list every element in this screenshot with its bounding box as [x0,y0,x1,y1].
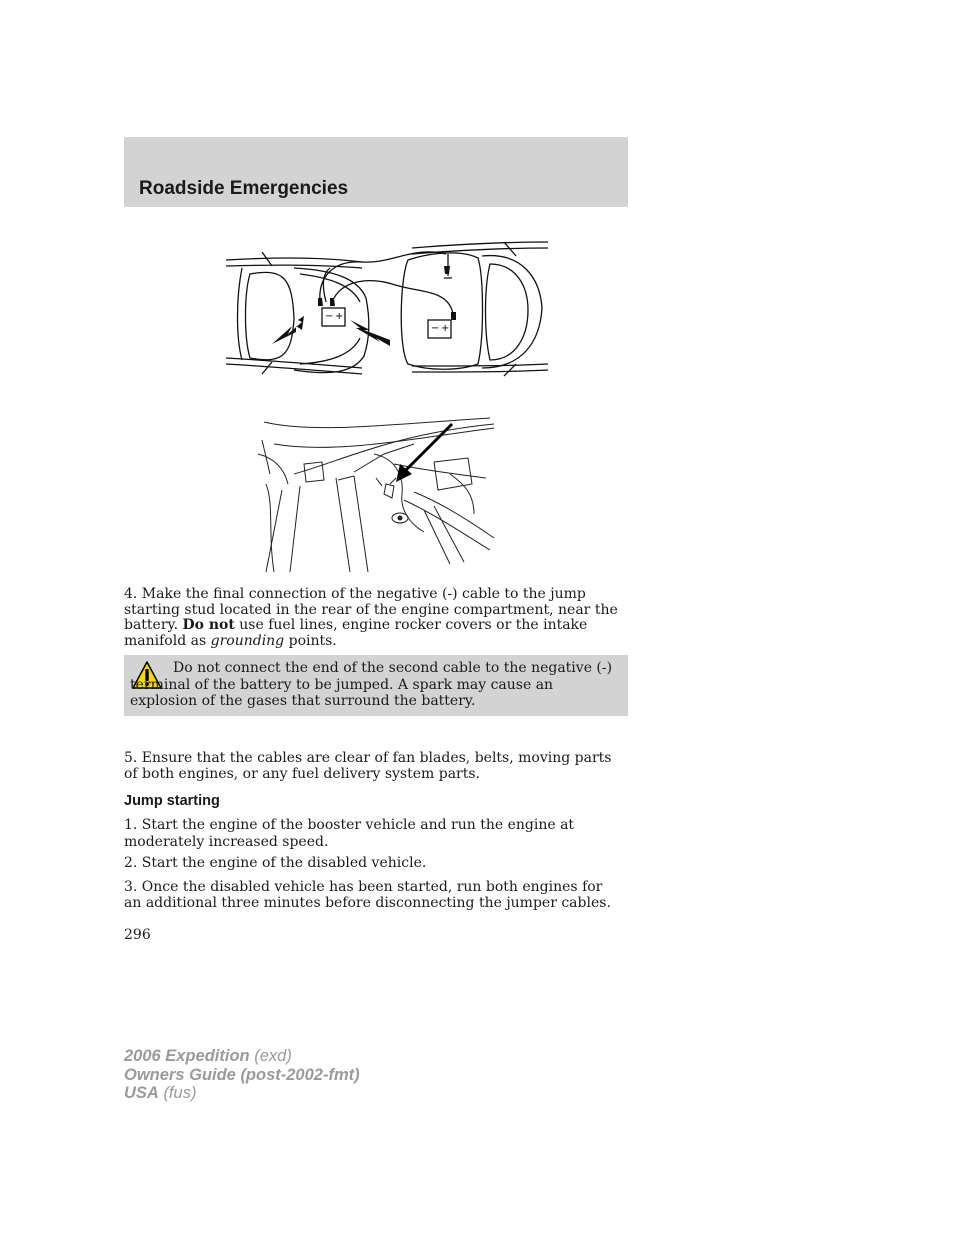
jump-starting-heading: Jump starting [124,793,220,809]
footer [124,1047,360,1103]
section-title: Roadside Emergencies [139,178,349,199]
footer-model: 2006 Expedition [124,1047,250,1065]
footer-model-code: (exd) [254,1047,292,1065]
arrow-icon [396,424,452,482]
step-5-paragraph: 5. Ensure that the cables are clear of fan blades, belts, moving parts of both engines, or any fuel delivery system parts. [124,750,612,782]
booster-battery-positive: + [335,311,344,322]
disabled-battery-positive: + [441,323,450,334]
jump-step-3: 3. Once the disabled vehicle has been started, run both engines for an additional three minutes before disconnecting the jumper cables. [124,879,611,911]
booster-battery-negative: − [325,311,334,322]
step-4-text-2: use fuel lines, engine rocker covers or the intake manifold as [124,617,588,649]
step-4-bold: Do not [182,617,235,633]
step-4-paragraph [124,587,619,649]
lightning-bolt-icon [272,316,304,344]
jumper-cable-diagram [222,238,552,396]
footer-market: USA [124,1084,159,1102]
clamp-icon [330,298,335,306]
engine-ground-stud-diagram [254,414,498,574]
disabled-battery-negative: − [431,323,440,334]
footer-guide: Owners Guide (post-2002-fmt) [124,1065,360,1084]
footer-market-code: (fus) [163,1084,197,1102]
lightning-bolt-icon [350,320,390,346]
clamp-icon [444,266,450,274]
clamp-icon [451,312,456,320]
jump-step-2: 2. Start the engine of the disabled vehicle. [124,855,427,871]
step-4-italic: grounding [210,632,285,649]
warning-box [124,655,628,716]
page-number: 296 [124,927,151,943]
jump-step-1: 1. Start the engine of the booster vehicle and run the engine at moderately increased speed. [124,817,575,850]
clamp-icon [318,298,323,306]
step-4-text: 4. Make the final connection of the negative (-) cable to the jump starting stud located in the rear of the engine compartment, near the battery. [124,586,618,633]
step-4-text-3: points. [284,632,337,649]
warning-text: Do not connect the end of the second cable to the negative (-) terminal of the battery to be jumped. A spark may cause an explosion of the gases that surround the battery. [130,660,613,709]
